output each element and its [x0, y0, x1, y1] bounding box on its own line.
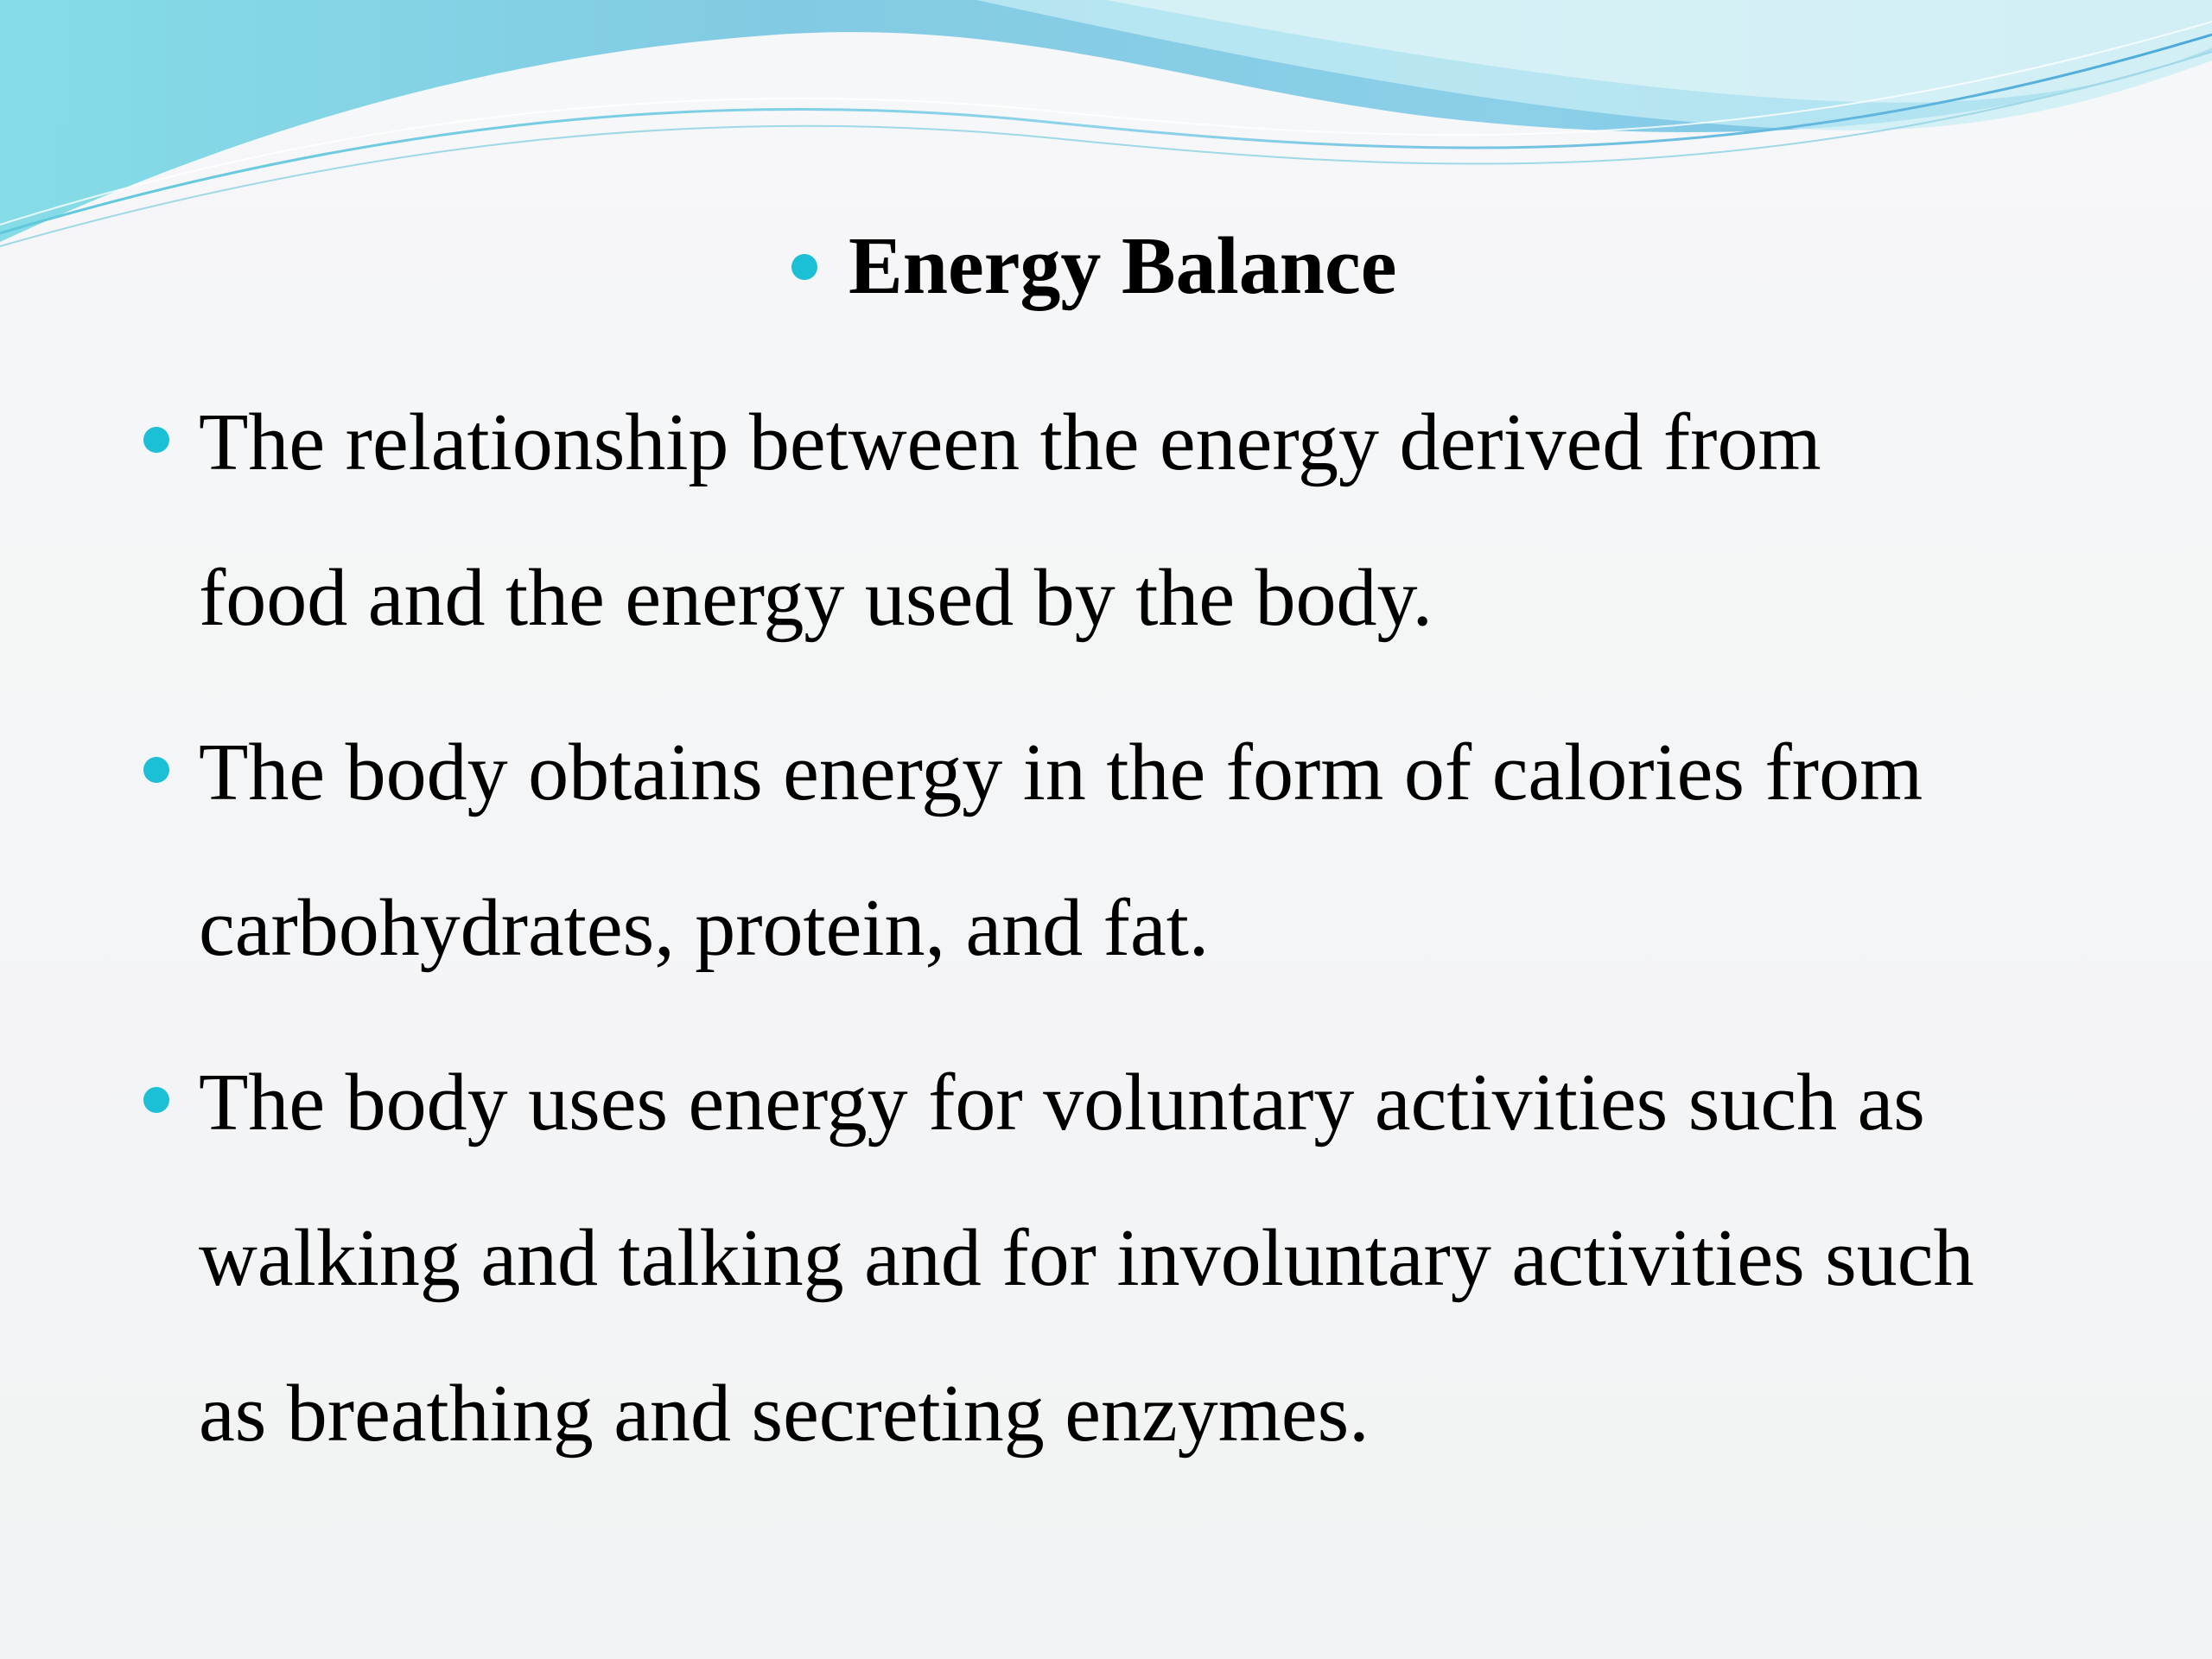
bullet-1-line-1: The relationship between the energy derived from: [199, 397, 1821, 487]
bullet-3-line-1: The body uses energy for voluntary activities such as: [199, 1058, 1925, 1147]
bullet-3-icon: [143, 1087, 169, 1113]
bullet-3-line-3: as breathing and secreting enzymes.: [199, 1369, 1370, 1459]
bullet-2-text: [199, 695, 1923, 1006]
bullet-1-line-2: food and the energy used by the body.: [199, 553, 1433, 643]
bullet-1-text: [199, 365, 1821, 676]
bullet-1-icon: [143, 427, 169, 453]
slide-title: Energy Balance: [849, 221, 1397, 311]
bullet-3-text: [199, 1025, 1974, 1491]
bullet-2-line-1: The body obtains energy in the form of calories from: [199, 728, 1923, 817]
bullet-3-line-2: walking and talking and for involuntary activities such: [199, 1213, 1974, 1303]
bullet-2-line-2: carbohydrates, protein, and fat.: [199, 883, 1210, 973]
bullet-2-icon: [143, 757, 169, 783]
title-bullet-icon: [791, 254, 817, 280]
